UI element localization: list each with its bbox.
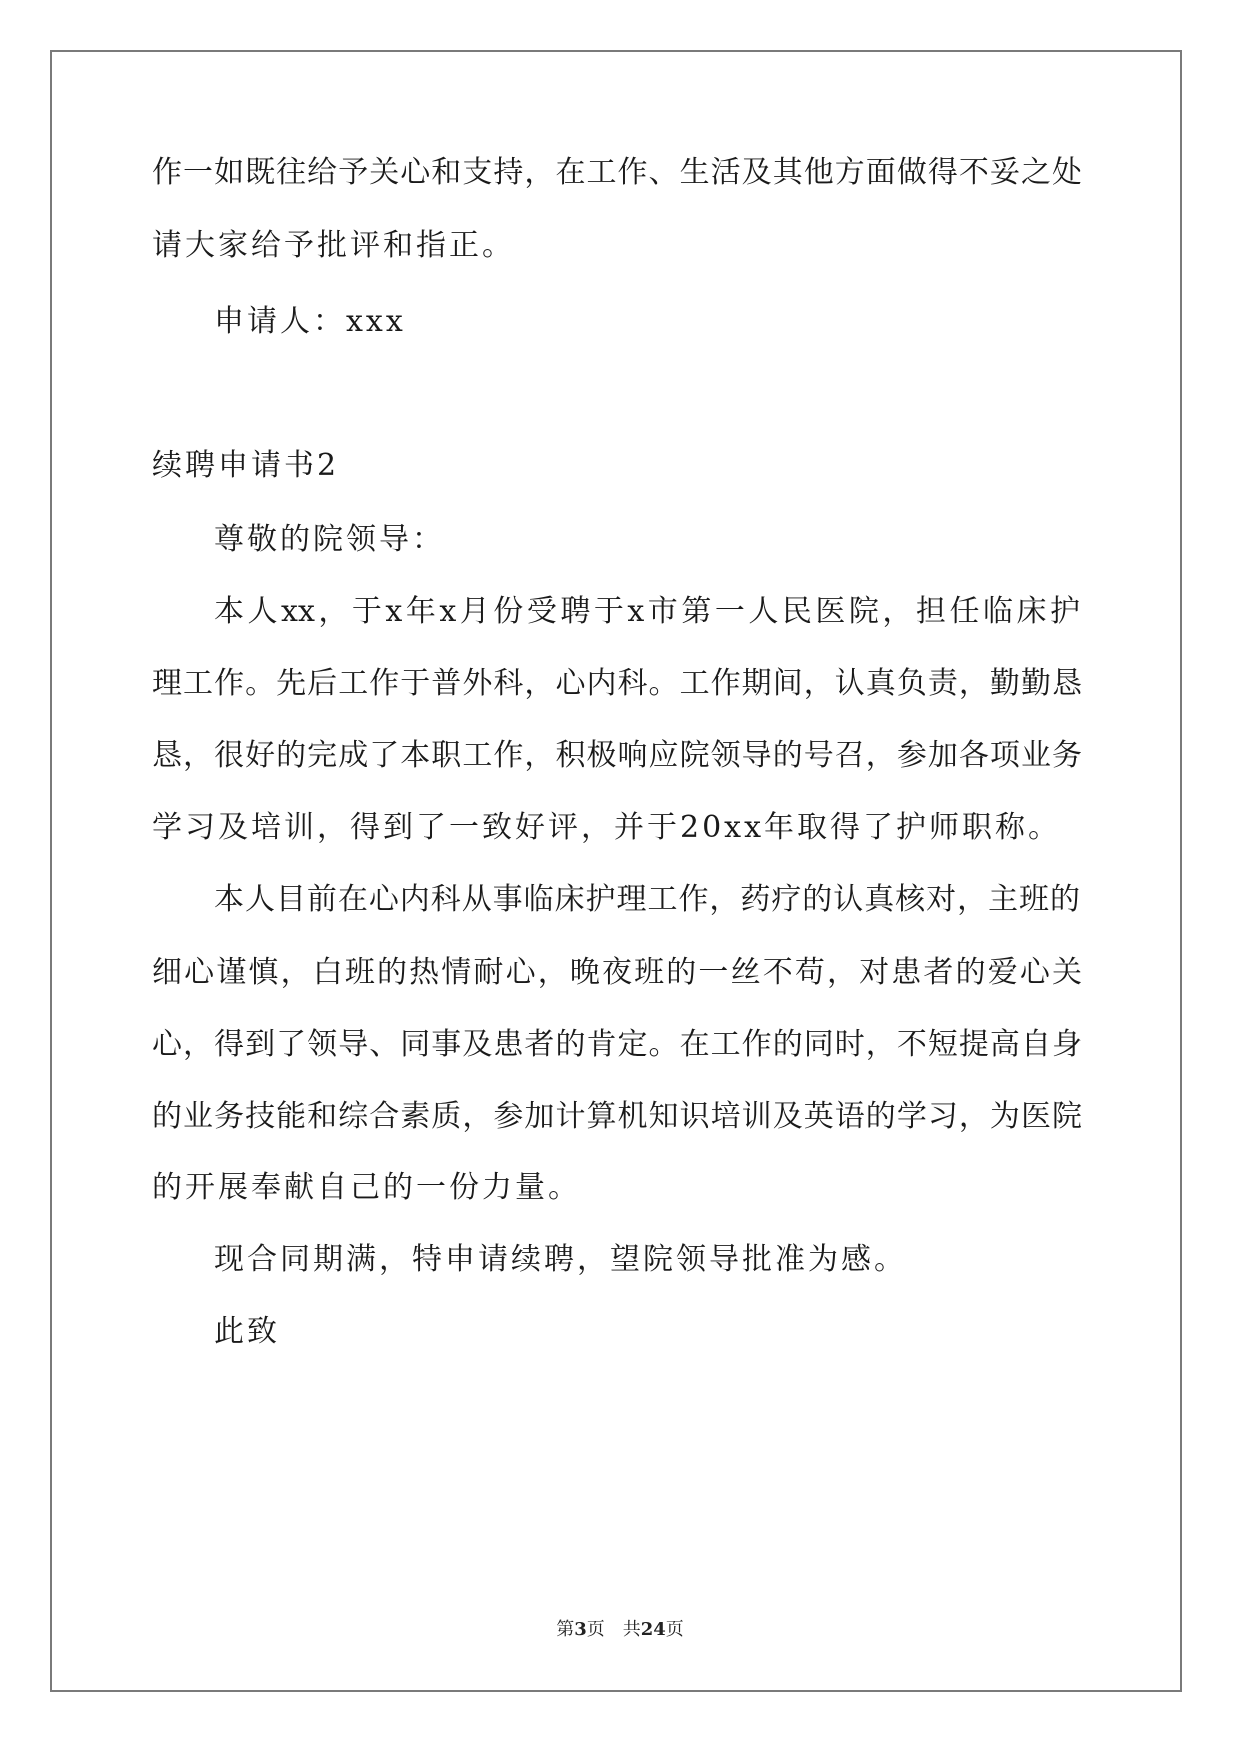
section-heading: 续聘申请书2 [152, 448, 340, 483]
text-line: 本人xx，于x年x月份受聘于x市第一人民医院，担任临床护 [214, 594, 1080, 629]
closing-line: 此致 [214, 1314, 280, 1349]
footer-suffix: 页 [665, 1619, 684, 1640]
salutation: 尊敬的院领导： [214, 522, 445, 557]
page-number: 3 [574, 1619, 587, 1640]
text-line: 理工作。先后工作于普外科，心内科。工作期间，认真负责，勤勤恳 [152, 666, 1082, 701]
text-line: 细心谨慎，白班的热情耐心，晚夜班的一丝不苟，对患者的爱心关 [152, 955, 1082, 990]
text-line: 心，得到了领导、同事及患者的肯定。在工作的同时，不短提高自身 [152, 1027, 1082, 1062]
text-line: 请大家给予批评和指正。 [152, 228, 515, 263]
text-line: 恳，很好的完成了本职工作，积极响应院领导的号召，参加各项业务 [152, 738, 1082, 773]
text-line: 学习及培训，得到了一致好评，并于20xx年取得了护师职称。 [152, 810, 1062, 845]
text-line: 现合同期满，特申请续聘，望院领导批准为感。 [214, 1242, 907, 1277]
text-line: 作一如既往给予关心和支持，在工作、生活及其他方面做得不妥之处 [152, 155, 1082, 190]
footer-prefix: 第 [556, 1619, 575, 1640]
page-footer [0, 1618, 1240, 1642]
page-border [50, 50, 1182, 1692]
applicant-signature: 申请人：xxx [214, 304, 406, 339]
text-line: 本人目前在心内科从事临床护理工作，药疗的认真核对，主班的 [214, 882, 1080, 917]
footer-mid: 页 共 [586, 1619, 641, 1640]
text-line: 的业务技能和综合素质，参加计算机知识培训及英语的学习，为医院 [152, 1099, 1082, 1134]
text-line: 的开展奉献自己的一份力量。 [152, 1170, 581, 1205]
total-pages: 24 [640, 1619, 666, 1640]
